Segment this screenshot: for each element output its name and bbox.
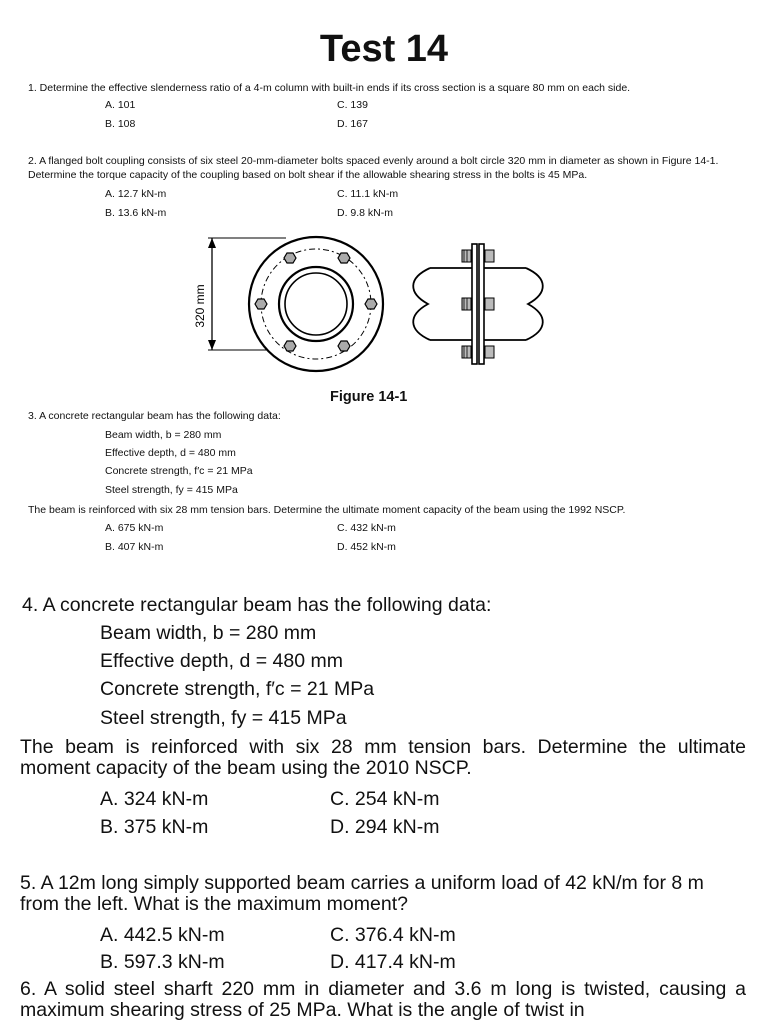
question-5-text: 5. A 12m long simply supported beam carries a uniform load of 42 kN/m for 8 m from the left. What is the maximum moment? <box>20 872 704 915</box>
question-3-text: The beam is reinforced with six 28 mm tension bars. Determine the ultimate moment capacity of the beam using the 1992 NSCP. <box>28 504 626 516</box>
question-3-option-b: B. 407 kN-m <box>105 541 164 553</box>
question-1-option-d: D. 167 <box>337 118 368 130</box>
question-4-intro: 4. A concrete rectangular beam has the following data: <box>22 594 492 616</box>
figure-caption: Figure 14-1 <box>330 389 408 405</box>
question-4-effective-depth: Effective depth, d = 480 mm <box>100 650 343 672</box>
question-5-option-a: A. 442.5 kN-m <box>100 924 225 946</box>
question-3-option-c: C. 432 kN-m <box>337 522 396 534</box>
question-3-concrete-strength: Concrete strength, f′c = 21 MPa <box>105 465 253 477</box>
question-1-text: 1. Determine the effective slenderness ratio of a 4-m column with built-in ends if its cross section is a square 80 mm on each side. <box>28 82 631 94</box>
question-2-option-a: A. 12.7 kN-m <box>105 188 167 200</box>
question-5-option-b: B. 597.3 kN-m <box>100 951 225 973</box>
question-5-option-d: D. 417.4 kN-m <box>330 951 456 973</box>
question-3-option-d: D. 452 kN-m <box>337 541 396 553</box>
question-2-option-c: C. 11.1 kN-m <box>337 188 399 200</box>
question-5-option-c: C. 376.4 kN-m <box>330 924 456 946</box>
question-3-steel-strength: Steel strength, fy = 415 MPa <box>105 484 238 496</box>
question-3-beam-width: Beam width, b = 280 mm <box>105 429 222 441</box>
question-2-text: 2. A flanged bolt coupling consists of six steel 20-mm-diameter bolts spaced evenly around a bolt circle 320 mm in diameter as shown in Figure 14-1. Determine the torque capacity of the coupling based on bolt shear if the allowable shearing stress in the bolts is 45 MPa. <box>28 155 719 181</box>
question-6-text: 6. A solid steel sharft 220 mm in diameter and 3.6 m long is twisted, causing a maximum shearing stress of 25 MPa. What is the angle of twist in <box>20 978 746 1021</box>
figure-14-1-coupling-diagram <box>180 228 580 378</box>
question-2-option-d: D. 9.8 kN-m <box>337 207 394 219</box>
question-4-option-a: A. 324 kN-m <box>100 788 209 810</box>
question-3-effective-depth: Effective depth, d = 480 mm <box>105 447 236 459</box>
question-3-option-a: A. 675 kN-m <box>105 522 164 534</box>
question-2-option-b: B. 13.6 kN-m <box>105 207 167 219</box>
figure-dimension-label: 320 mm <box>193 284 207 328</box>
question-4-concrete-strength: Concrete strength, f′c = 21 MPa <box>100 678 375 700</box>
question-1-option-a: A. 101 <box>105 99 136 111</box>
question-4-option-d: D. 294 kN-m <box>330 816 440 838</box>
question-4-steel-strength: Steel strength, fy = 415 MPa <box>100 707 347 729</box>
question-4-option-c: C. 254 kN-m <box>330 788 440 810</box>
question-4-option-b: B. 375 kN-m <box>100 816 209 838</box>
question-1-option-c: C. 139 <box>337 99 368 111</box>
question-1-option-b: B. 108 <box>105 118 136 130</box>
question-3-intro: 3. A concrete rectangular beam has the following data: <box>28 410 281 422</box>
question-4-text: The beam is reinforced with six 28 mm tension bars. Determine the ultimate moment capacity of the beam using the 2010 NSCP. <box>20 736 746 779</box>
page-title: Test 14 <box>319 28 449 70</box>
question-4-beam-width: Beam width, b = 280 mm <box>100 622 317 644</box>
